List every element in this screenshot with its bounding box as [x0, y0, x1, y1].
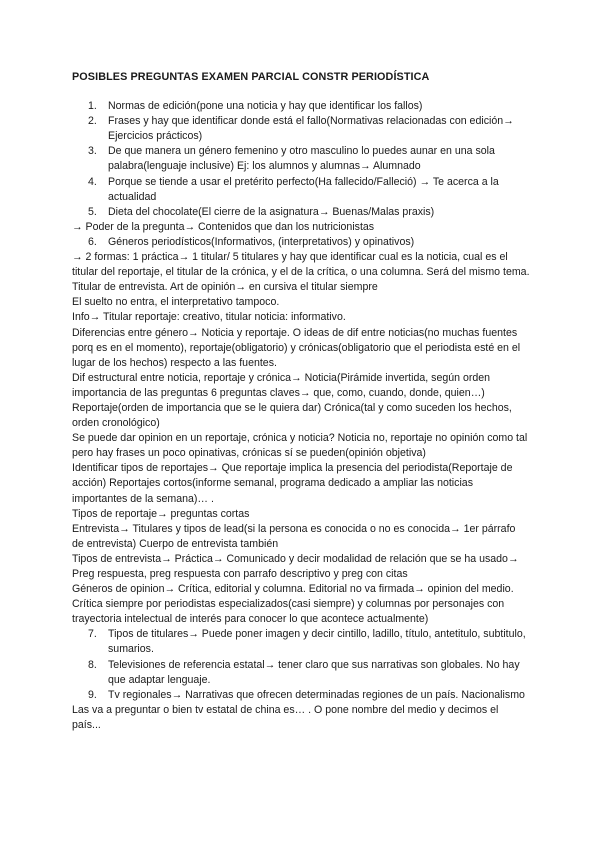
paragraph-diferencias: Diferencias entre género→ Noticia y reportaje. O ideas de dif entre noticias(no muchas fuentes porq es en el momento), reportaje(obligatorio) y crónicas(obligatorio que el periodista esté en el lugar de los hechos) respecto a las fuentes.	[72, 326, 521, 369]
paragraph-generos-opinion: Géneros de opinion→ Crítica, editorial y columna. Editorial no va firmada→ opinion del medio. Crítica siempre por periodistas especializados(casi siempre) y columnas por personajes con trayectoria intelectual de interés para conocer lo que acontece actualmente)	[72, 583, 514, 626]
question-list-2	[72, 235, 530, 250]
list-number: 2.	[88, 115, 97, 128]
list-text: Dieta del chocolate(El cierre de la asignatura→ Buenas/Malas praxis)	[108, 205, 435, 218]
paragraph-entrevista: Entrevista→ Titulares y tipos de lead(si la persona es conocida o no es conocida→ 1er párrafo de entrevista) Cuerpo de entrevista también	[72, 522, 516, 550]
paragraph-poder: → Poder de la pregunta→ Contenidos que dan los nutricionistas	[72, 220, 375, 233]
list-text: De que manera un género femenino y otro masculino lo puedes aunar en una sola palabra(lenguaje inclusive) Ej: los alumnos y alumnas→ Alumnado	[108, 145, 495, 173]
list-number: 3.	[88, 145, 97, 158]
list-item	[72, 658, 530, 688]
list-text: Porque se tiende a usar el pretérito perfecto(Ha fallecido/Falleció) → Te acerca a la actualidad	[108, 175, 499, 203]
list-item	[72, 205, 530, 220]
paragraph-final: Las va a preguntar o bien tv estatal de china es… . O pone nombre del medio y decimos el país...	[72, 703, 499, 731]
list-item	[72, 235, 530, 250]
list-text: Tv regionales→ Narrativas que ofrecen determinadas regiones de un país. Nacionalismo	[108, 688, 525, 701]
list-number: 7.	[88, 628, 97, 641]
paragraph-tipos-entrevista: Tipos de entrevista→ Práctica→ Comunicado y decir modalidad de relación que se ha usado→ Preg respuesta, preg respuesta con parrafo descriptivo y preg con citas	[72, 552, 519, 580]
list-text: Frases y hay que identificar donde está el fallo(Normativas relacionadas con edición→ Ejercicios prácticos)	[108, 115, 514, 143]
list-text: Tipos de titulares→ Puede poner imagen y decir cintillo, ladillo, título, antetitulo, subtitulo, sumarios.	[108, 628, 526, 656]
list-text: Géneros periodísticos(Informativos, (interpretativos) y opinativos)	[108, 235, 415, 248]
list-number: 1.	[88, 100, 97, 113]
list-number: 8.	[88, 658, 97, 671]
paragraph-dif-estructural: Dif estructural entre noticia, reportaje y crónica→ Noticia(Pirámide invertida, según orden importancia de las preguntas 6 preguntas claves→ que, como, cuando, donde, quien…) Reportaje(orden de importancia que se le quiera dar) Crónica(tal y como suceden los hechos, orden cronológico)	[72, 371, 512, 430]
question-list-1	[72, 99, 530, 220]
paragraph-identificar: Identificar tipos de reportajes→ Que reportaje implica la presencia del periodista(Reportaje de acción) Reportajes cortos(informe semanal, programa dedicado a ampliar las noticias importantes de la semana)… .	[72, 462, 513, 505]
list-text: Normas de edición(pone una noticia y hay que identificar los fallos)	[108, 100, 423, 113]
list-number: 6.	[88, 235, 97, 248]
list-number: 9.	[88, 688, 97, 701]
list-item	[72, 99, 530, 114]
list-item	[72, 175, 530, 205]
list-item	[72, 114, 530, 144]
paragraph-info: Info→ Titular reportaje: creativo, titular noticia: informativo.	[72, 311, 346, 324]
list-number: 4.	[88, 175, 97, 188]
document-title: POSIBLES PREGUNTAS EXAMEN PARCIAL CONSTR PERIODÍSTICA	[72, 71, 430, 83]
list-text: Televisiones de referencia estatal→ tener claro que sus narrativas son globales. No hay que adaptar lenguaje.	[108, 658, 520, 686]
paragraph-opinion: Se puede dar opinion en un reportaje, crónica y noticia? Noticia no, reportaje no opinión como tal pero hay frases un poco opinativas, crónicas sí se pueden(opinión objetiva)	[72, 432, 528, 460]
paragraph-suelto: El suelto no entra, el interpretativo tampoco.	[72, 296, 280, 309]
question-list-3	[72, 627, 530, 702]
list-item	[72, 688, 530, 703]
paragraph-tipos-reportaje: Tipos de reportaje→ preguntas cortas	[72, 507, 250, 520]
list-item	[72, 627, 530, 657]
paragraph-formas: → 2 formas: 1 práctica→ 1 titular/ 5 titulares y hay que identificar cual es la noticia, cual es el titular del reportaje, el titular de la crónica, y el de la crítica, o una columna. Será del mismo tema. Titular de entrevista. Art de opinión→ en cursiva el titular siempre	[72, 251, 530, 294]
list-number: 5.	[88, 205, 97, 218]
list-item	[72, 144, 530, 174]
